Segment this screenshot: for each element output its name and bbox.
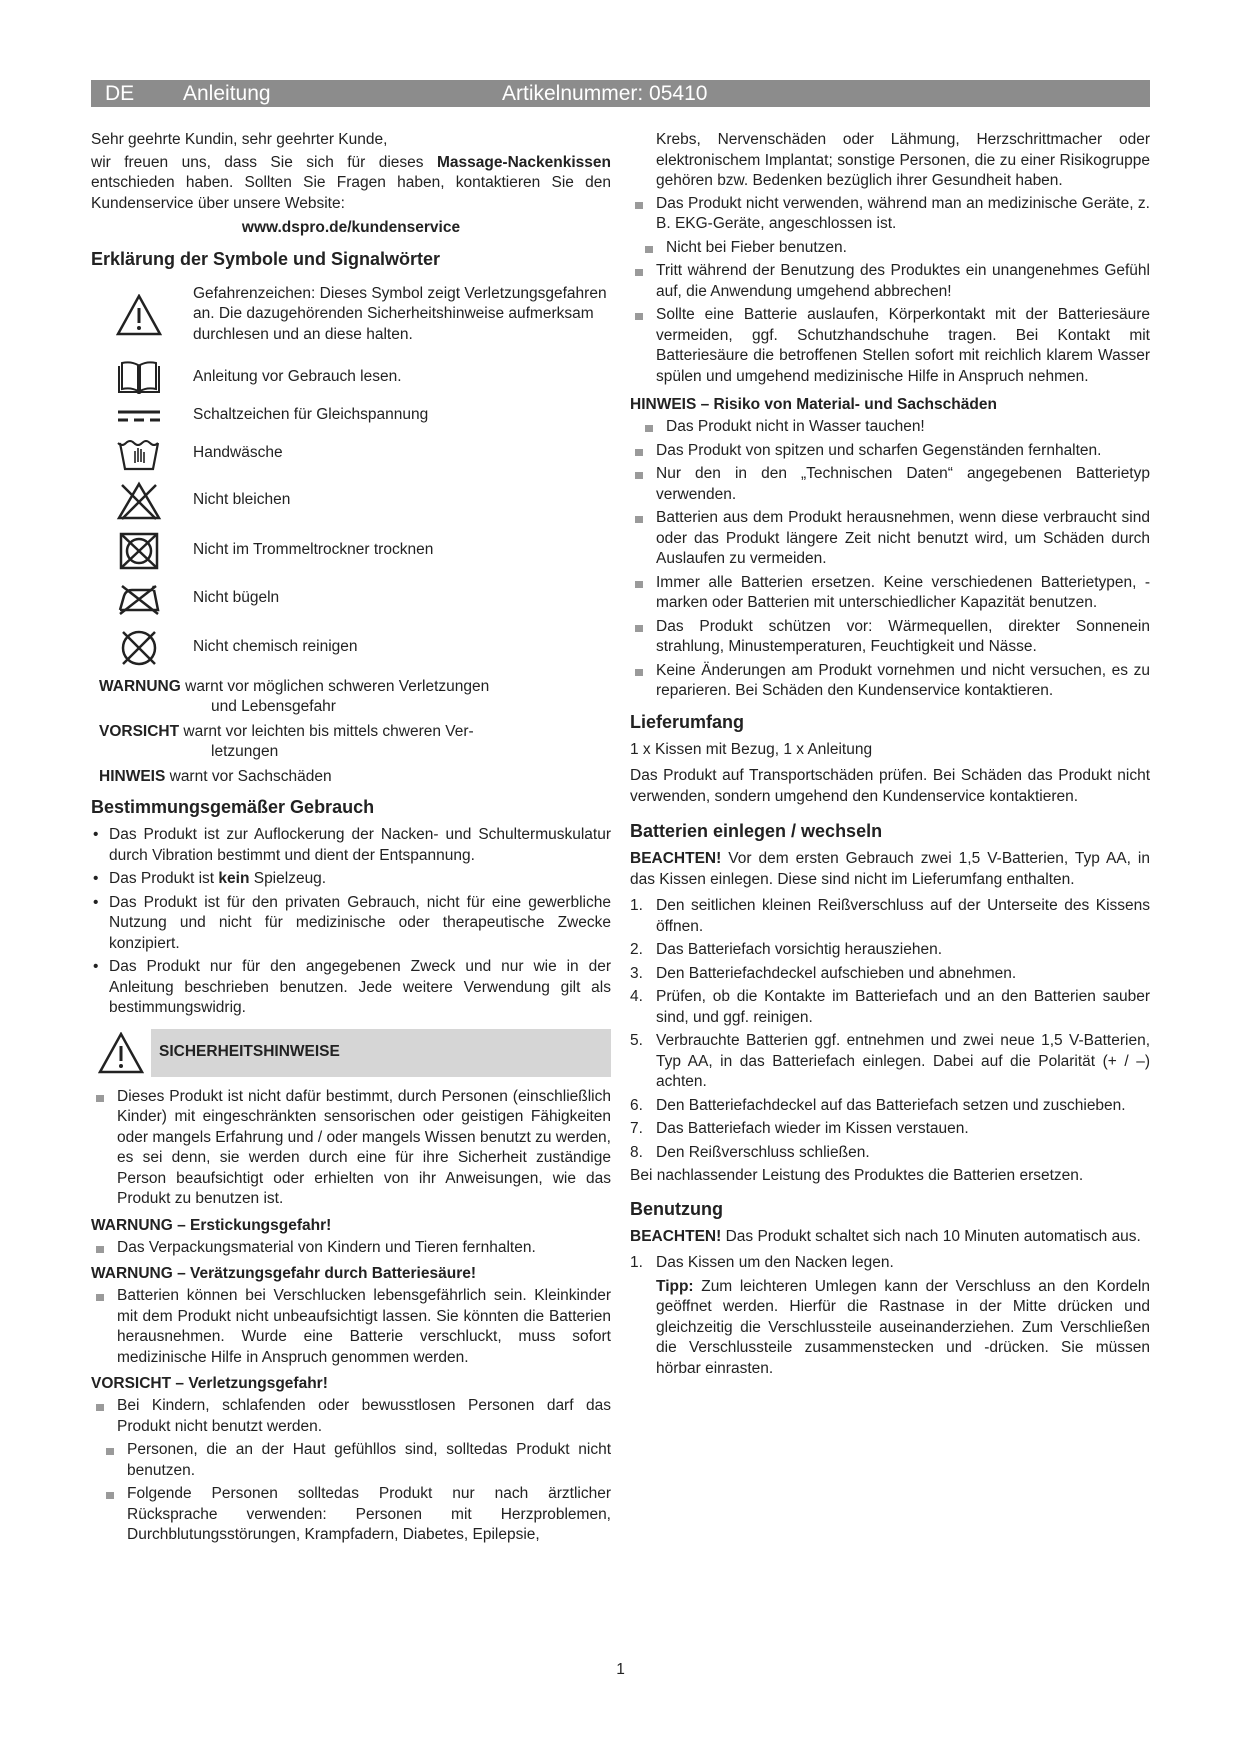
no-tumble-dry-icon [113, 529, 165, 573]
list-item: • Das Produkt nur für den angegebenen Zweck und nur wie in der Anleitung beschrieben benutzen. Jede weitere Verwendung gilt als bestimmungswidrig. [91, 957, 611, 1019]
header-bar [91, 80, 1150, 107]
warning-suffocation: WARNUNG – Erstickungsgefahr! [91, 1216, 332, 1234]
no-bleach-icon [113, 479, 165, 523]
list-item: Sollte eine Batterie auslaufen, Körperkontakt mit der Batteriesäure vermeiden, ggf. Schutzhandschuhe tragen. Bei Kontakt mit Batteriesäure die betroffenen Stellen sofort mit reichlich klarem Wasser spülen und umgehend medizinische Hilfe in Anspruch nehmen. [630, 305, 1150, 387]
signal-word-caution: VORSICHT warnt vor leichten bis mittels chweren Ver- letzungen [99, 722, 474, 760]
list-item: Folgende Personen solltedas Produkt nur nach ärztlicher Rücksprache verwenden: Personen mit Herzproblemen, Durchblutungsstörungen, Krampfadern, Diabetes, Epilepsie, [91, 1484, 611, 1546]
symbol-description: Nicht chemisch reinigen [193, 638, 358, 656]
symbol-row [91, 529, 611, 573]
direct-current-icon [113, 403, 165, 429]
caution-injury: VORSICHT – Verletzungsgefahr! [91, 1375, 328, 1392]
list-item: 1. Den seitlichen kleinen Reißverschluss auf der Unterseite des Kissens öffnen. [630, 897, 1150, 935]
list-item: Personen, die an der Haut gefühllos sind, solltedas Produkt nicht benutzen. [91, 1440, 611, 1481]
intended-use-list [91, 825, 611, 1019]
language-code: DE [105, 82, 135, 105]
delivery-heading: Lieferumfang [630, 711, 745, 732]
notice-list [630, 417, 1150, 702]
list-item: Das Verpackungsmaterial von Kindern und Tieren fernhalten. [91, 1238, 611, 1259]
symbol-description: Gefahrenzeichen: Dieses Symbol zeigt Verletzungsgefahren an. Die dazugehörenden Sicherheitshinweise aufmerksam durchlesen und an diese halten. [193, 284, 607, 343]
list-item: 1. Das Kissen um den Nacken legen. [630, 1254, 894, 1271]
safety-list-continued [630, 194, 1150, 388]
list-item: • Das Produkt ist zur Auflockerung der Nacken- und Schultermuskulatur durch Vibration bestimmt und dient der Entspannung. [91, 825, 611, 866]
injury-list [91, 1396, 611, 1546]
acid-list [91, 1286, 611, 1368]
symbol-row [91, 403, 611, 429]
list-item: Batterien aus dem Produkt herausnehmen, wenn diese verbraucht sind oder das Produkt längere Zeit nicht benutzt wird, um Schäden durch Auslaufen zu vermeiden. [630, 508, 1150, 570]
delivery-check: Das Produkt auf Transportschäden prüfen. Bei Schäden das Produkt nicht verwenden, sondern umgehend den Kundenservice kontaktieren. [630, 767, 1150, 805]
product-name: Massage-Nackenkissen [436, 153, 611, 171]
usage-tip: Tipp: Zum leichteren Umlegen kann der Verschluss an den Kordeln geöffnet werden. Hierfür die Rastnase in der Mitte drücken und gleichzeitig die Verschlussteile auseinanderziehen. Zum Verschließen die Verschlussteile zusammenstecken und -drücken. Sie müssen hörbar einrasten. [656, 1277, 1150, 1377]
left-column [91, 130, 611, 1549]
list-item: Das Produkt schützen vor: Wärmequellen, direkter Sonnenein strahlung, Minustemperaturen, Feuchtigkeit und Nässe. [630, 617, 1150, 658]
safety-heading: SICHERHEITSHINWEISE [159, 1043, 340, 1061]
list-item: Das Produkt nicht verwenden, während man an medizinische Geräte, z. B. EKG-Geräte, angeschlossen ist. [630, 194, 1150, 235]
list-item: 8. Den Reißverschluss schließen. [630, 1143, 870, 1161]
list-item: Batterien können bei Verschlucken lebensgefährlich sein. Kleinkinder mit dem Produkt nicht unbeaufsichtigt lassen. Sie könnten die Batterien herausnehmen. Wurde eine Batterie verschluckt, muss sofort medizinische Hilfe in Anspruch genommen werden. [91, 1286, 611, 1368]
safety-instructions-banner [91, 1029, 611, 1077]
signal-words [91, 677, 611, 788]
article-number: Artikelnummer: 05410 [502, 82, 708, 105]
list-item: • Das Produkt ist für den privaten Gebrauch, nicht für eine gewerbliche Nutzung und nicht für medizinische oder therapeutische Zwecke konzipiert. [91, 893, 611, 955]
list-item: 7. Das Batteriefach wieder im Kissen verstauen. [630, 1120, 969, 1137]
warning-triangle-icon [91, 1029, 151, 1077]
list-item: 2. Das Batteriefach vorsichtig herausziehen. [630, 941, 943, 958]
suffocation-list [91, 1238, 611, 1259]
no-dry-clean-icon [113, 625, 165, 671]
list-item: 6. Den Batteriefachdeckel auf das Batteriefach setzen und zuschieben. [630, 1096, 1126, 1114]
list-item: Nicht bei Fieber benutzen. [630, 238, 1150, 259]
list-item: Tritt während der Benutzung des Produktes ein unangenehmes Gefühl auf, die Anwendung umgehend abbrechen! [630, 261, 1150, 302]
symbol-row [91, 435, 611, 473]
page-number: 1 [616, 1661, 625, 1678]
right-column [630, 130, 1150, 1381]
document-title: Anleitung [183, 82, 271, 105]
symbol-row [91, 625, 611, 671]
symbol-row [91, 277, 611, 353]
list-item: Keine Änderungen am Produkt vornehmen und nicht versuchen, es zu reparieren. Bei Schäden den Kundenservice kontaktieren. [630, 661, 1150, 702]
batteries-heading: Batterien einlegen / wechseln [630, 821, 883, 841]
symbol-description: Schaltzeichen für Gleichspannung [193, 406, 429, 424]
batteries-footer: Bei nachlassender Leistung des Produktes die Batterien ersetzen. [630, 1167, 1084, 1184]
list-item: Das Produkt nicht in Wasser tauchen! [630, 417, 1150, 438]
list-item: Nur den in den „Technischen Daten“ angegebenen Batterietyp verwenden. [630, 464, 1150, 505]
delivery-contents: 1 x Kissen mit Bezug, 1 x Anleitung [630, 740, 873, 758]
list-item: 5. Verbrauchte Batterien ggf. entnehmen und zwei neue 1,5 V-Batterien, Typ AA, in das Batteriefach einlegen. Dabei auf die Polarität (+ / –) achten. [630, 1032, 1150, 1090]
symbol-description: Nicht im Trommeltrockner trocknen [193, 541, 434, 559]
symbol-row [91, 359, 611, 397]
no-iron-icon [113, 579, 165, 619]
symbol-description: Handwäsche [193, 444, 283, 462]
symbol-description: Nicht bügeln [193, 589, 280, 607]
signal-word-warning: WARNUNG warnt vor möglichen schweren Verletzungen und Lebensgefahr [99, 677, 490, 715]
list-item: Das Produkt von spitzen und scharfen Gegenständen fernhalten. [630, 441, 1150, 462]
symbol-description: Anleitung vor Gebrauch lesen. [193, 368, 402, 386]
list-item: Dieses Produkt ist nicht dafür bestimmt, durch Personen (einschließlich Kinder) mit eingeschränkten sensorischen oder geistigen Fähigkeiten oder mangels Erfahrung und / oder mangels Wissen benutzt zu werden, es sei denn, sie werden durch eine für ihre Sicherheit zuständige Person beaufsichtigt oder erhielten von ihr Anweisungen, wie das Produkt zu benutzen ist. [91, 1087, 611, 1210]
service-url: www.dspro.de/kundenservice [241, 219, 461, 236]
symbols-heading: Erklärung der Symbole und Signalwörter [91, 248, 441, 269]
list-item: • Das Produkt ist kein Spielzeug. [91, 869, 611, 890]
intro-text: wir freuen uns, dass Sie sich für dieses Massage-Nackenkissen entschieden haben. Sollten Sie Fragen haben, kontaktieren Sie den Kundenservice über unsere Website: [91, 153, 611, 212]
warning-triangle-icon [113, 277, 165, 353]
list-item: 4. Prüfen, ob die Kontakte im Batteriefach und an den Batterien sauber sind, und ggf. reinigen. [630, 988, 1150, 1026]
greeting: Sehr geehrte Kundin, sehr geehrter Kunde, [91, 131, 388, 148]
list-item: Bei Kindern, schlafenden oder bewusstlosen Personen darf das Produkt nicht benutzt werden. [91, 1396, 611, 1437]
symbol-row [91, 479, 611, 523]
usage-note: BEACHTEN! Das Produkt schaltet sich nach 10 Minuten automatisch aus. [630, 1227, 1141, 1245]
usage-heading: Benutzung [630, 1198, 723, 1219]
symbol-description: Nicht bleichen [193, 491, 291, 509]
intended-use-heading: Bestimmungsgemäßer Gebrauch [91, 797, 375, 817]
list-item: Immer alle Batterien ersetzen. Keine verschiedenen Batterietypen, -marken oder Batterien mit unterschiedlicher Kapazität benutzen. [630, 573, 1150, 614]
notice-heading: HINWEIS – Risiko von Material- und Sachschäden [630, 396, 997, 413]
warning-acid-burn: WARNUNG – Verätzungsgefahr durch Batteriesäure! [91, 1265, 477, 1282]
safety-continuation: Krebs, Nervenschäden oder Lähmung, Herzschrittmacher oder elektronischem Implantat; sonstige Personen, die zu einer Risikogruppe gehören bzw. Bedenken bezüglich ihrer Gesundheit haben. [656, 131, 1150, 189]
safety-list [91, 1087, 611, 1210]
battery-steps [630, 896, 1150, 1163]
signal-word-notice: HINWEIS warnt vor Sachschäden [99, 767, 332, 785]
list-item: 3. Den Batteriefachdeckel aufschieben und abnehmen. [630, 964, 1017, 982]
usage-steps [630, 1253, 1150, 1274]
batteries-note: BEACHTEN! Vor dem ersten Gebrauch zwei 1,5 V-Batterien, Typ AA, in das Kissen einlegen. Diese sind nicht im Lieferumfang enthalten. [630, 850, 1150, 888]
symbol-row [91, 579, 611, 619]
hand-wash-icon [113, 435, 165, 473]
manual-book-icon [113, 359, 165, 397]
